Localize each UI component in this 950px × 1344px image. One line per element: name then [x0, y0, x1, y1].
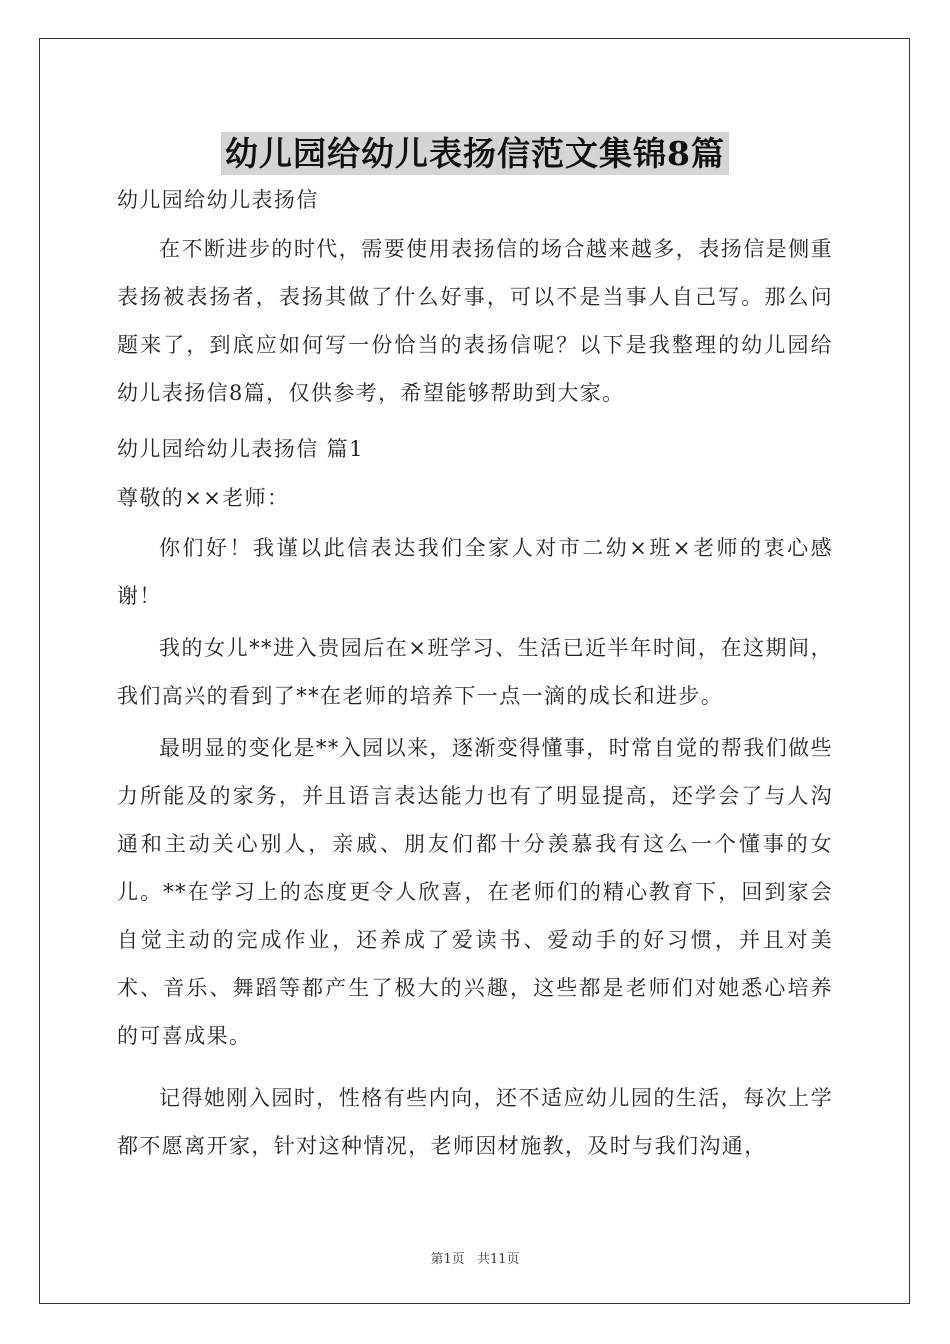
body-paragraph-3: 最明显的变化是**入园以来，逐渐变得懂事，时常自觉的帮我们做些力所能及的家务，并且语言表达能力也有了明显提高，还学会了与人沟通和主动关心别人，亲戚、朋友们都十分羡慕我有这么一个懂事的女儿。**在学习上的态度更令人欣喜，在老师们的精心教育下，回到家会自觉主动的完成作业，还养成了爱读书、爱动手的好习惯，并且对美术、音乐、舞蹈等都产生了极大的兴趣，这些都是老师们对她悉心培养的可喜成果。: [117, 736, 833, 1048]
intro-paragraph: 在不断进步的时代，需要使用表扬信的场合越来越多，表扬信是侧重表扬被表扬者，表扬其做了什么好事，可以不是当事人自己写。那么问题来了，到底应如何写一份恰当的表扬信呢？以下是我整理的幼儿园给幼儿表扬信8篇，仅供参考，希望能够帮助到大家。: [117, 237, 833, 405]
document-title: 幼儿园给幼儿表扬信范文集锦8篇: [0, 128, 950, 175]
page-total: 共11页: [476, 1252, 520, 1267]
body-paragraph-2: 我的女儿**进入贵园后在×班学习、生活已近半年时间，在这期间，我们高兴的看到了**在老师的培养下一点一滴的成长和进步。: [117, 636, 833, 708]
page-number: 第1页: [430, 1252, 465, 1267]
body-paragraph-4: 记得她刚入园时，性格有些内向，还不适应幼儿园的生活，每次上学都不愿离开家，针对这种情况，老师因材施教，及时与我们沟通，: [117, 1086, 833, 1158]
page-footer: [0, 1248, 950, 1267]
section-heading: 幼儿园给幼儿表扬信 篇1: [117, 437, 364, 461]
document-subtitle: 幼儿园给幼儿表扬信: [117, 188, 319, 212]
body-paragraph-1: 你们好！我谨以此信表达我们全家人对市二幼×班×老师的衷心感谢！: [117, 536, 833, 608]
salutation: 尊敬的××老师：: [117, 486, 290, 510]
